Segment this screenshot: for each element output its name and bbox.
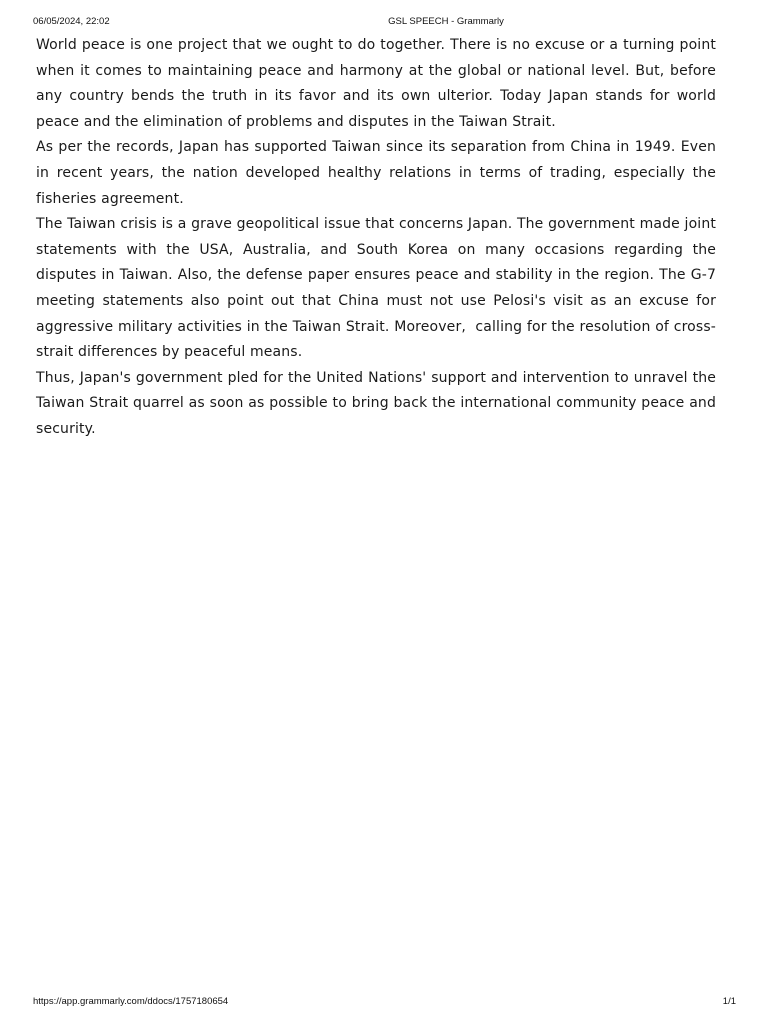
paragraph: Thus, Japan's government pled for the United Nations' support and intervention to unravel the Taiwan Strait quarrel as soon as possible to bring back the international community peace and security. <box>36 369 721 437</box>
document-url: https://app.grammarly.com/ddocs/1757180654 <box>33 996 229 1007</box>
document-title: GSL SPEECH - Grammarly <box>388 16 504 27</box>
document-body <box>36 33 721 443</box>
paragraph: The Taiwan crisis is a grave geopolitical issue that concerns Japan. The government made joint statements with the USA, Australia, and South Korea on many occasions regarding the disputes in Taiwan. Also, the defense paper ensures peace and stability in the region. The G-7 meeting statements also point out that China must not use Pelosi's visit as an excuse for aggressive military activities in the Taiwan Strait. Moreover, calling for the resolution of cross-strait differences by peaceful means. <box>36 216 721 361</box>
print-footer <box>0 996 768 1010</box>
print-datetime: 06/05/2024, 22:02 <box>33 16 110 27</box>
paragraph: As per the records, Japan has supported Taiwan since its separation from China in 1949. Even in recent years, the nation developed healthy relations in terms of trading, especially the fisheries agreement. <box>36 139 721 207</box>
print-header <box>0 16 768 30</box>
paragraph: World peace is one project that we ought to do together. There is no excuse or a turning point when it comes to maintaining peace and harmony at the global or national level. But, before any country bends the truth in its favor and its own ulterior. Today Japan stands for world peace and the elimination of problems and disputes in the Taiwan Strait. <box>36 37 721 130</box>
page-number: 1/1 <box>722 996 736 1007</box>
